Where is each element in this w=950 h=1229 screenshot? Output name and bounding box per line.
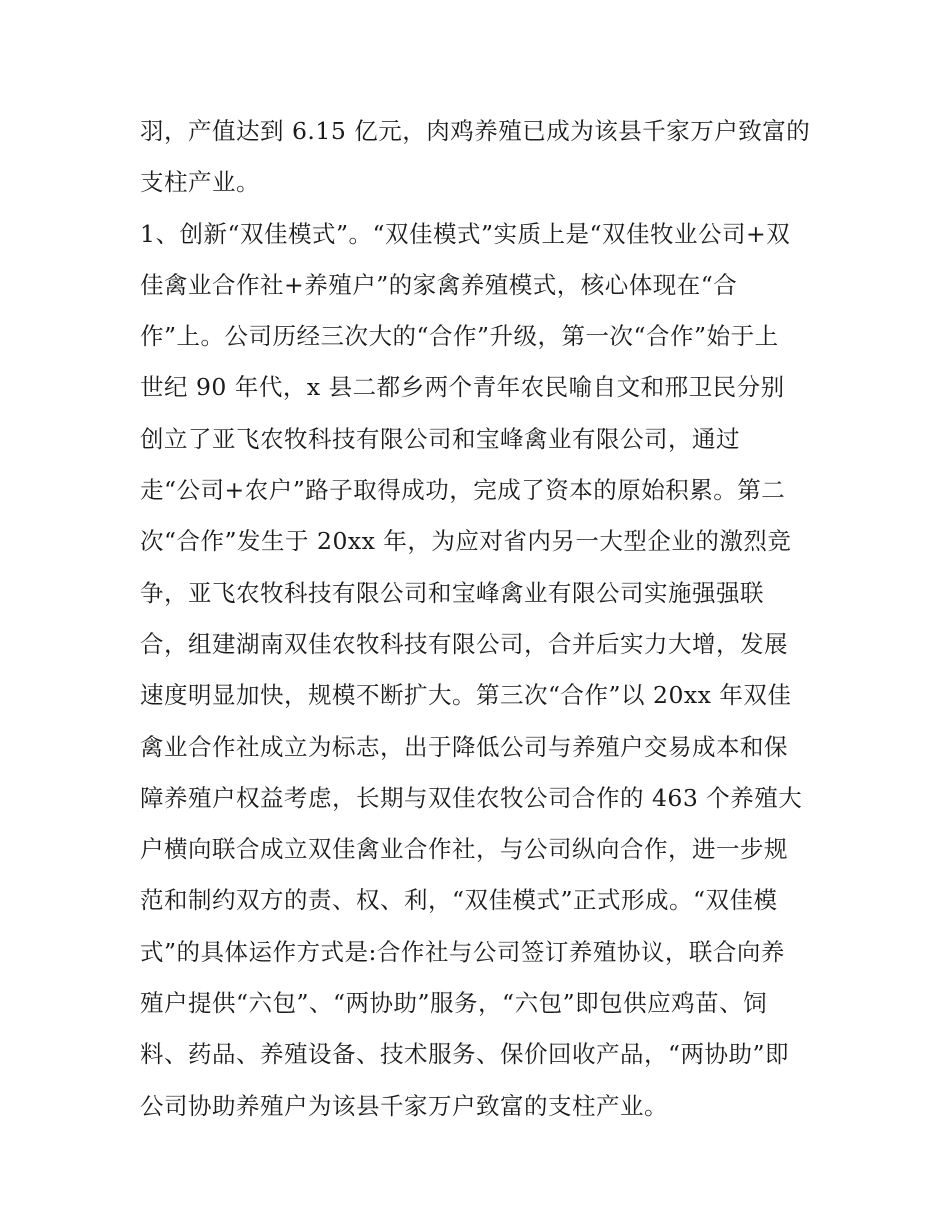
text-line: 世纪 90 年代，x 县二都乡两个青年农民喻自文和邢卫民分别 — [140, 373, 785, 402]
text-line: 作”上。公司历经三次大的“合作”升级，第一次“合作”始于上 — [140, 322, 779, 351]
text-line: 公司协助养殖户为该县千家万户致富的支柱产业。 — [140, 1091, 668, 1120]
text-line: 合，组建湖南双佳农牧科技有限公司，合并后实力大增，发展 — [140, 629, 788, 658]
text-line: 走“公司+农户”路子取得成功，完成了资本的原始积累。第二 — [140, 476, 786, 505]
text-line: 次“合作”发生于 20xx 年，为应对省内另一大型企业的激烈竞 — [140, 527, 792, 556]
text-line: 式”的具体运作方式是:合作社与公司签订养殖协议，联合向养 — [140, 937, 785, 966]
body-text — [140, 106, 830, 1132]
text-line: 料、药品、养殖设备、技术服务、保价回收产品，“两协助”即 — [140, 1040, 790, 1069]
text-line: 殖户提供“六包”、“两协助”服务，“六包”即包供应鸡苗、饲 — [140, 989, 768, 1018]
text-line: 支柱产业。 — [140, 168, 260, 197]
text-line: 争，亚飞农牧科技有限公司和宝峰禽业有限公司实施强强联 — [140, 578, 764, 607]
text-line: 禽业合作社成立为标志，出于降低公司与养殖户交易成本和保 — [140, 732, 788, 761]
text-line: 速度明显加快，规模不断扩大。第三次“合作”以 20xx 年双佳 — [140, 681, 792, 710]
text-line: 范和制约双方的责、权、利，“双佳模式”正式形成。“双佳模 — [140, 886, 778, 915]
text-line: 障养殖户权益考虑，长期与双佳农牧公司合作的 463 个养殖大 — [140, 783, 803, 812]
text-line: 1、创新“双佳模式”。“双佳模式”实质上是“双佳牧业公司+双 — [140, 219, 791, 248]
text-line: 户横向联合成立双佳禽业合作社，与公司纵向合作，进一步规 — [140, 835, 788, 864]
text-line: 佳禽业合作社+养殖户”的家禽养殖模式，核心体现在“合 — [140, 270, 738, 299]
text-line: 创立了亚飞农牧科技有限公司和宝峰禽业有限公司，通过 — [140, 424, 740, 453]
text-line: 羽，产值达到 6.15 亿元，肉鸡养殖已成为该县千家万户致富的 — [140, 117, 811, 145]
